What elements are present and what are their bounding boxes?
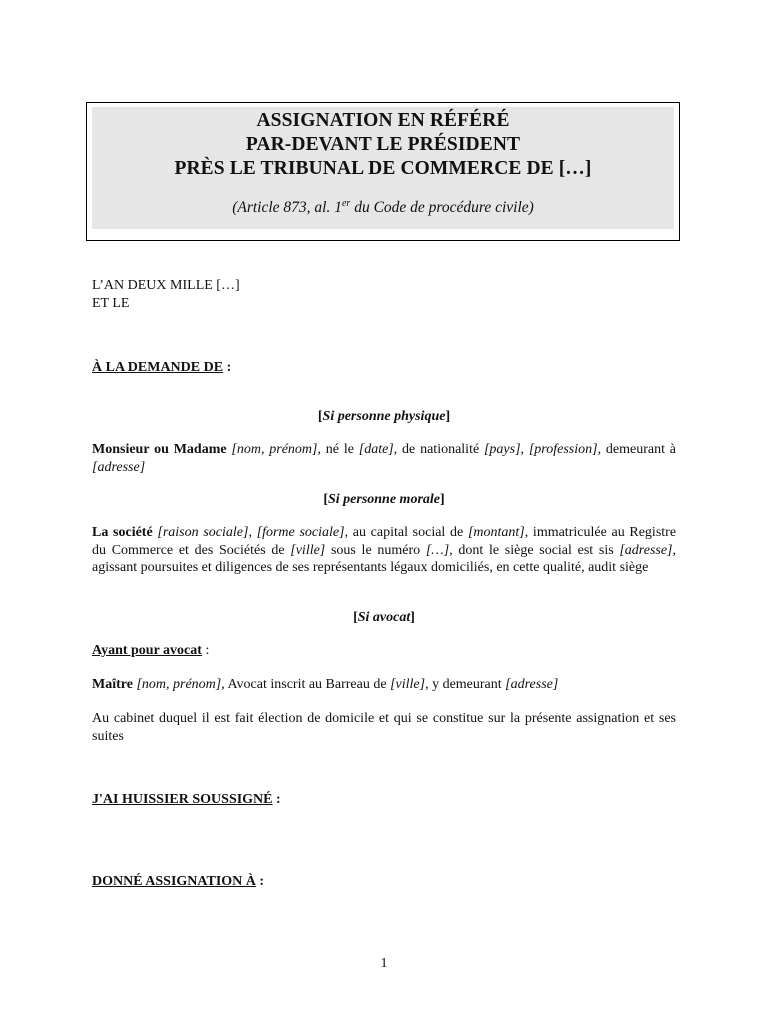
morale-montant: [montant] — [467, 525, 525, 540]
physique-label: [Si personne physique] — [317, 409, 451, 424]
morale-ville: [ville] — [290, 542, 326, 558]
morale-sep: , — [248, 525, 257, 540]
demande-heading — [92, 359, 676, 377]
physique-nom: [nom, prénom] — [231, 442, 318, 457]
maitre-paragraph — [92, 676, 676, 694]
et-le-line: ET LE — [92, 295, 130, 311]
physique-sep: , — [520, 442, 529, 457]
article-text-pre: (Article 873, al. 1 — [232, 199, 342, 217]
morale-capital: , au capital social de — [344, 525, 468, 540]
huissier-heading-text: J'AI HUISSIER SOUSSIGNÉ — [92, 792, 273, 807]
avocat-label-text: Si avocat — [357, 610, 411, 625]
avocat-heading — [92, 642, 676, 660]
morale-immat: , immatriculée au Registre du Commerce et des Sociétés de — [92, 525, 677, 558]
morale-adresse: [adresse] — [619, 542, 673, 558]
year-line: L’AN DEUX MILLE […] — [92, 278, 240, 293]
physique-nationalite: , de nationalité — [393, 442, 484, 457]
article-text-post: du Code de procédure civile) — [350, 199, 534, 217]
morale-numero: sous le numéro — [325, 542, 426, 558]
title-line-1: ASSIGNATION EN RÉFÉRÉ — [256, 110, 510, 131]
avocat-label: [Si avocat] — [353, 610, 415, 625]
avocat-heading-text: Ayant pour avocat — [92, 643, 202, 658]
huissier-colon: : — [272, 792, 281, 807]
physique-title: Monsieur ou Madame — [92, 442, 227, 457]
page-number: 1 — [380, 956, 388, 971]
morale-label: [Si personne morale] — [323, 492, 445, 507]
maitre-title: Maître — [92, 677, 133, 692]
physique-demeurant: , demeurant à — [597, 442, 676, 457]
physique-label-text: Si personne physique — [322, 409, 446, 424]
morale-forme: [forme sociale] — [256, 525, 345, 540]
morale-reste: , agissant poursuites et diligences de ses représentants légaux domiciliés, en cette qualité, audit siège — [92, 542, 677, 575]
physique-profession: [profession] — [528, 442, 598, 457]
donne-heading — [92, 873, 676, 891]
intro-block — [92, 277, 676, 312]
title-shaded-area — [92, 107, 674, 229]
title-box — [86, 102, 680, 241]
donne-colon: : — [255, 874, 265, 889]
morale-num-val: […] — [425, 542, 450, 558]
morale-label-text: Si personne morale — [327, 492, 440, 507]
morale-siege: , dont le siège social est sis — [449, 542, 620, 558]
morale-raison: [raison sociale] — [157, 525, 249, 540]
demande-heading-text: À LA DEMANDE DE — [92, 360, 224, 375]
morale-paragraph — [92, 524, 676, 577]
title-line-2: PAR-DEVANT LE PRÉSIDENT — [245, 134, 521, 155]
article-reference — [92, 198, 674, 217]
physique-ne-le: , né le — [317, 442, 359, 457]
maitre-nom: [nom, prénom] — [136, 677, 222, 692]
physique-adresse: [adresse] — [92, 459, 146, 475]
maitre-demeurant: , y demeurant — [425, 677, 506, 692]
title-line-3: PRÈS LE TRIBUNAL DE COMMERCE DE […] — [174, 158, 592, 179]
maitre-ville: [ville] — [390, 677, 426, 692]
physique-pays: [pays] — [483, 442, 521, 457]
maitre-adresse: [adresse] — [505, 677, 559, 692]
morale-title: La société — [92, 525, 153, 540]
physique-paragraph — [92, 441, 676, 476]
huissier-heading — [92, 791, 676, 809]
donne-heading-text: DONNÉ ASSIGNATION À — [92, 874, 256, 889]
cabinet-paragraph: Au cabinet duquel il est fait élection de domicile et qui se constitue sur la présente assignation et ses suites — [92, 711, 676, 744]
demande-colon: : — [223, 360, 232, 375]
physique-date: [date] — [358, 442, 394, 457]
avocat-colon: : — [201, 643, 210, 658]
article-superscript: er — [341, 198, 351, 209]
maitre-inscrit: , Avocat inscrit au Barreau de — [221, 677, 391, 692]
